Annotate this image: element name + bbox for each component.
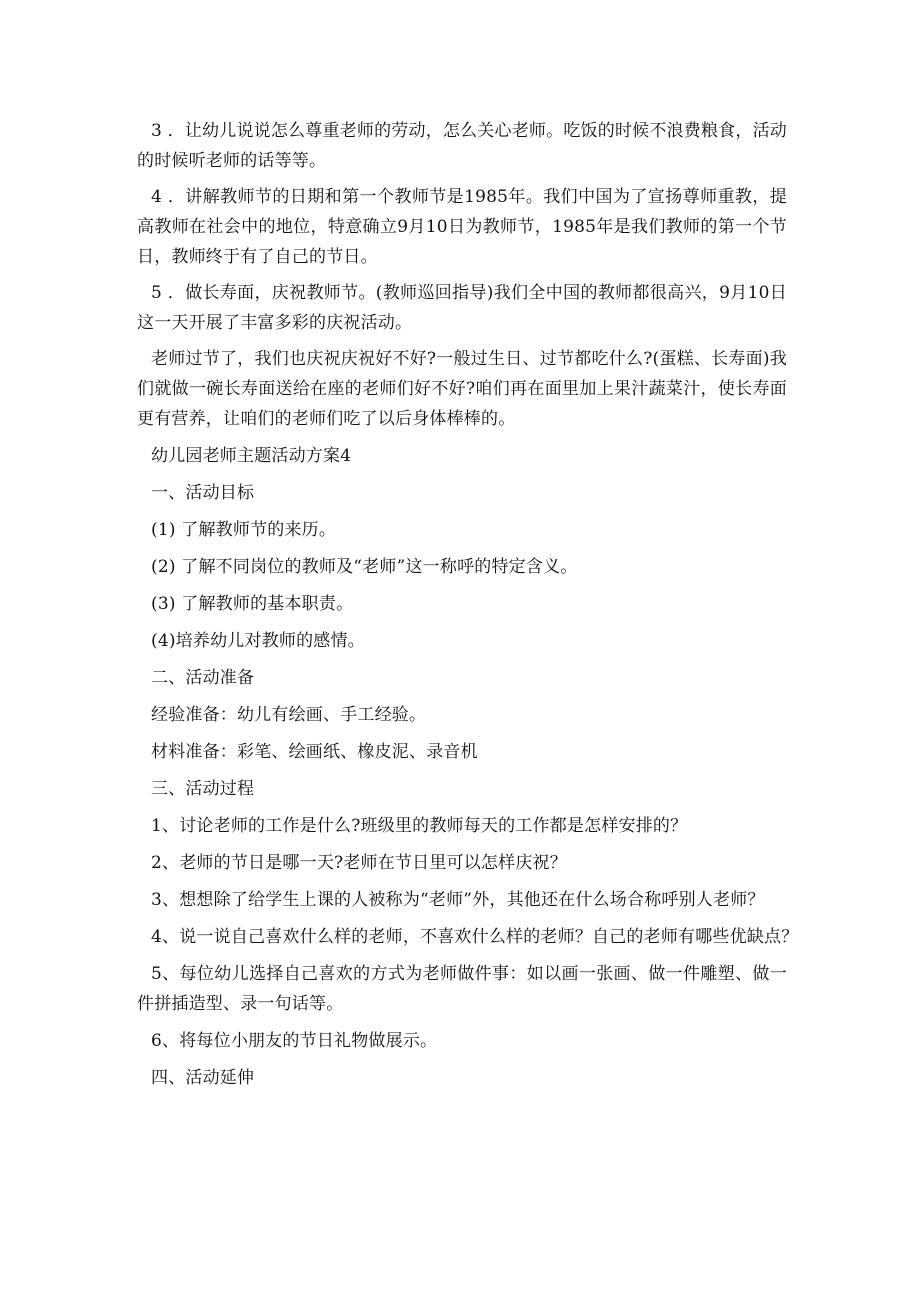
process-step-5: 5、每位幼儿选择自己喜欢的方式为老师做件事：如以画一张画、做一件雕塑、做一件拼插造型、录一句话等。 xyxy=(137,964,787,1014)
process-step-1: 1、讨论老师的工作是什么?班级里的教师每天的工作都是怎样安排的？ xyxy=(151,816,688,836)
paragraph-step-5: 5 ．做长寿面，庆祝教师节。(教师巡回指导)我们全中国的教师都很高兴，9月10日这一天开展了丰富多彩的庆祝活动。 xyxy=(137,283,787,333)
section-title-plan-4: 幼儿园老师主题活动方案4 xyxy=(151,446,352,466)
goal-item-4: (4)培养幼儿对教师的感情。 xyxy=(151,631,365,651)
process-step-2: 2、老师的节日是哪一天?老师在节日里可以怎样庆祝？ xyxy=(151,853,567,873)
heading-activity-extension: 四、活动延伸 xyxy=(151,1068,255,1088)
goal-item-2: (2) 了解不同岗位的教师及“老师”这一称呼的特定含义。 xyxy=(151,557,578,577)
process-step-4: 4、说一说自己喜欢什么样的老师，不喜欢什么样的老师？自己的老师有哪些优缺点？ xyxy=(151,927,799,947)
process-step-6: 6、将每位小朋友的节日礼物做展示。 xyxy=(151,1031,438,1051)
process-step-3: 3、想想除了给学生上课的人被称为“老师”外，其他还在什么场合称呼别人老师？ xyxy=(151,890,765,910)
document-body xyxy=(137,116,799,1100)
heading-activity-goals: 一、活动目标 xyxy=(151,483,255,503)
goal-item-1: (1) 了解教师节的来历。 xyxy=(151,520,337,540)
experience-preparation: 经验准备：幼儿有绘画、手工经验。 xyxy=(151,705,427,725)
paragraph-step-4: 4 ．讲解教师节的日期和第一个教师节是1985年。我们中国为了宣扬尊师重教，提高教师在社会中的地位，特意确立9月10日为教师节，1985年是我们教师的第一个节日，教师终于有了自己的节日。 xyxy=(137,187,787,267)
material-preparation: 材料准备：彩笔、绘画纸、橡皮泥、录音机 xyxy=(151,742,478,762)
heading-activity-process: 三、活动过程 xyxy=(151,779,255,799)
paragraph-step-3: 3 ．让幼儿说说怎么尊重老师的劳动，怎么关心老师。吃饭的时候不浪费粮食，活动的时候听老师的话等等。 xyxy=(137,121,787,171)
paragraph-celebration: 老师过节了，我们也庆祝庆祝好不好?一般过生日、过节都吃什么?(蛋糕、长寿面)我们就做一碗长寿面送给在座的老师们好不好?咱们再在面里加上果汁蔬菜汁，使长寿面更有营养，让咱们的老师们吃了以后身体棒棒的。 xyxy=(137,349,787,429)
heading-activity-preparation: 二、活动准备 xyxy=(151,668,255,688)
goal-item-3: (3) 了解教师的基本职责。 xyxy=(151,594,354,614)
